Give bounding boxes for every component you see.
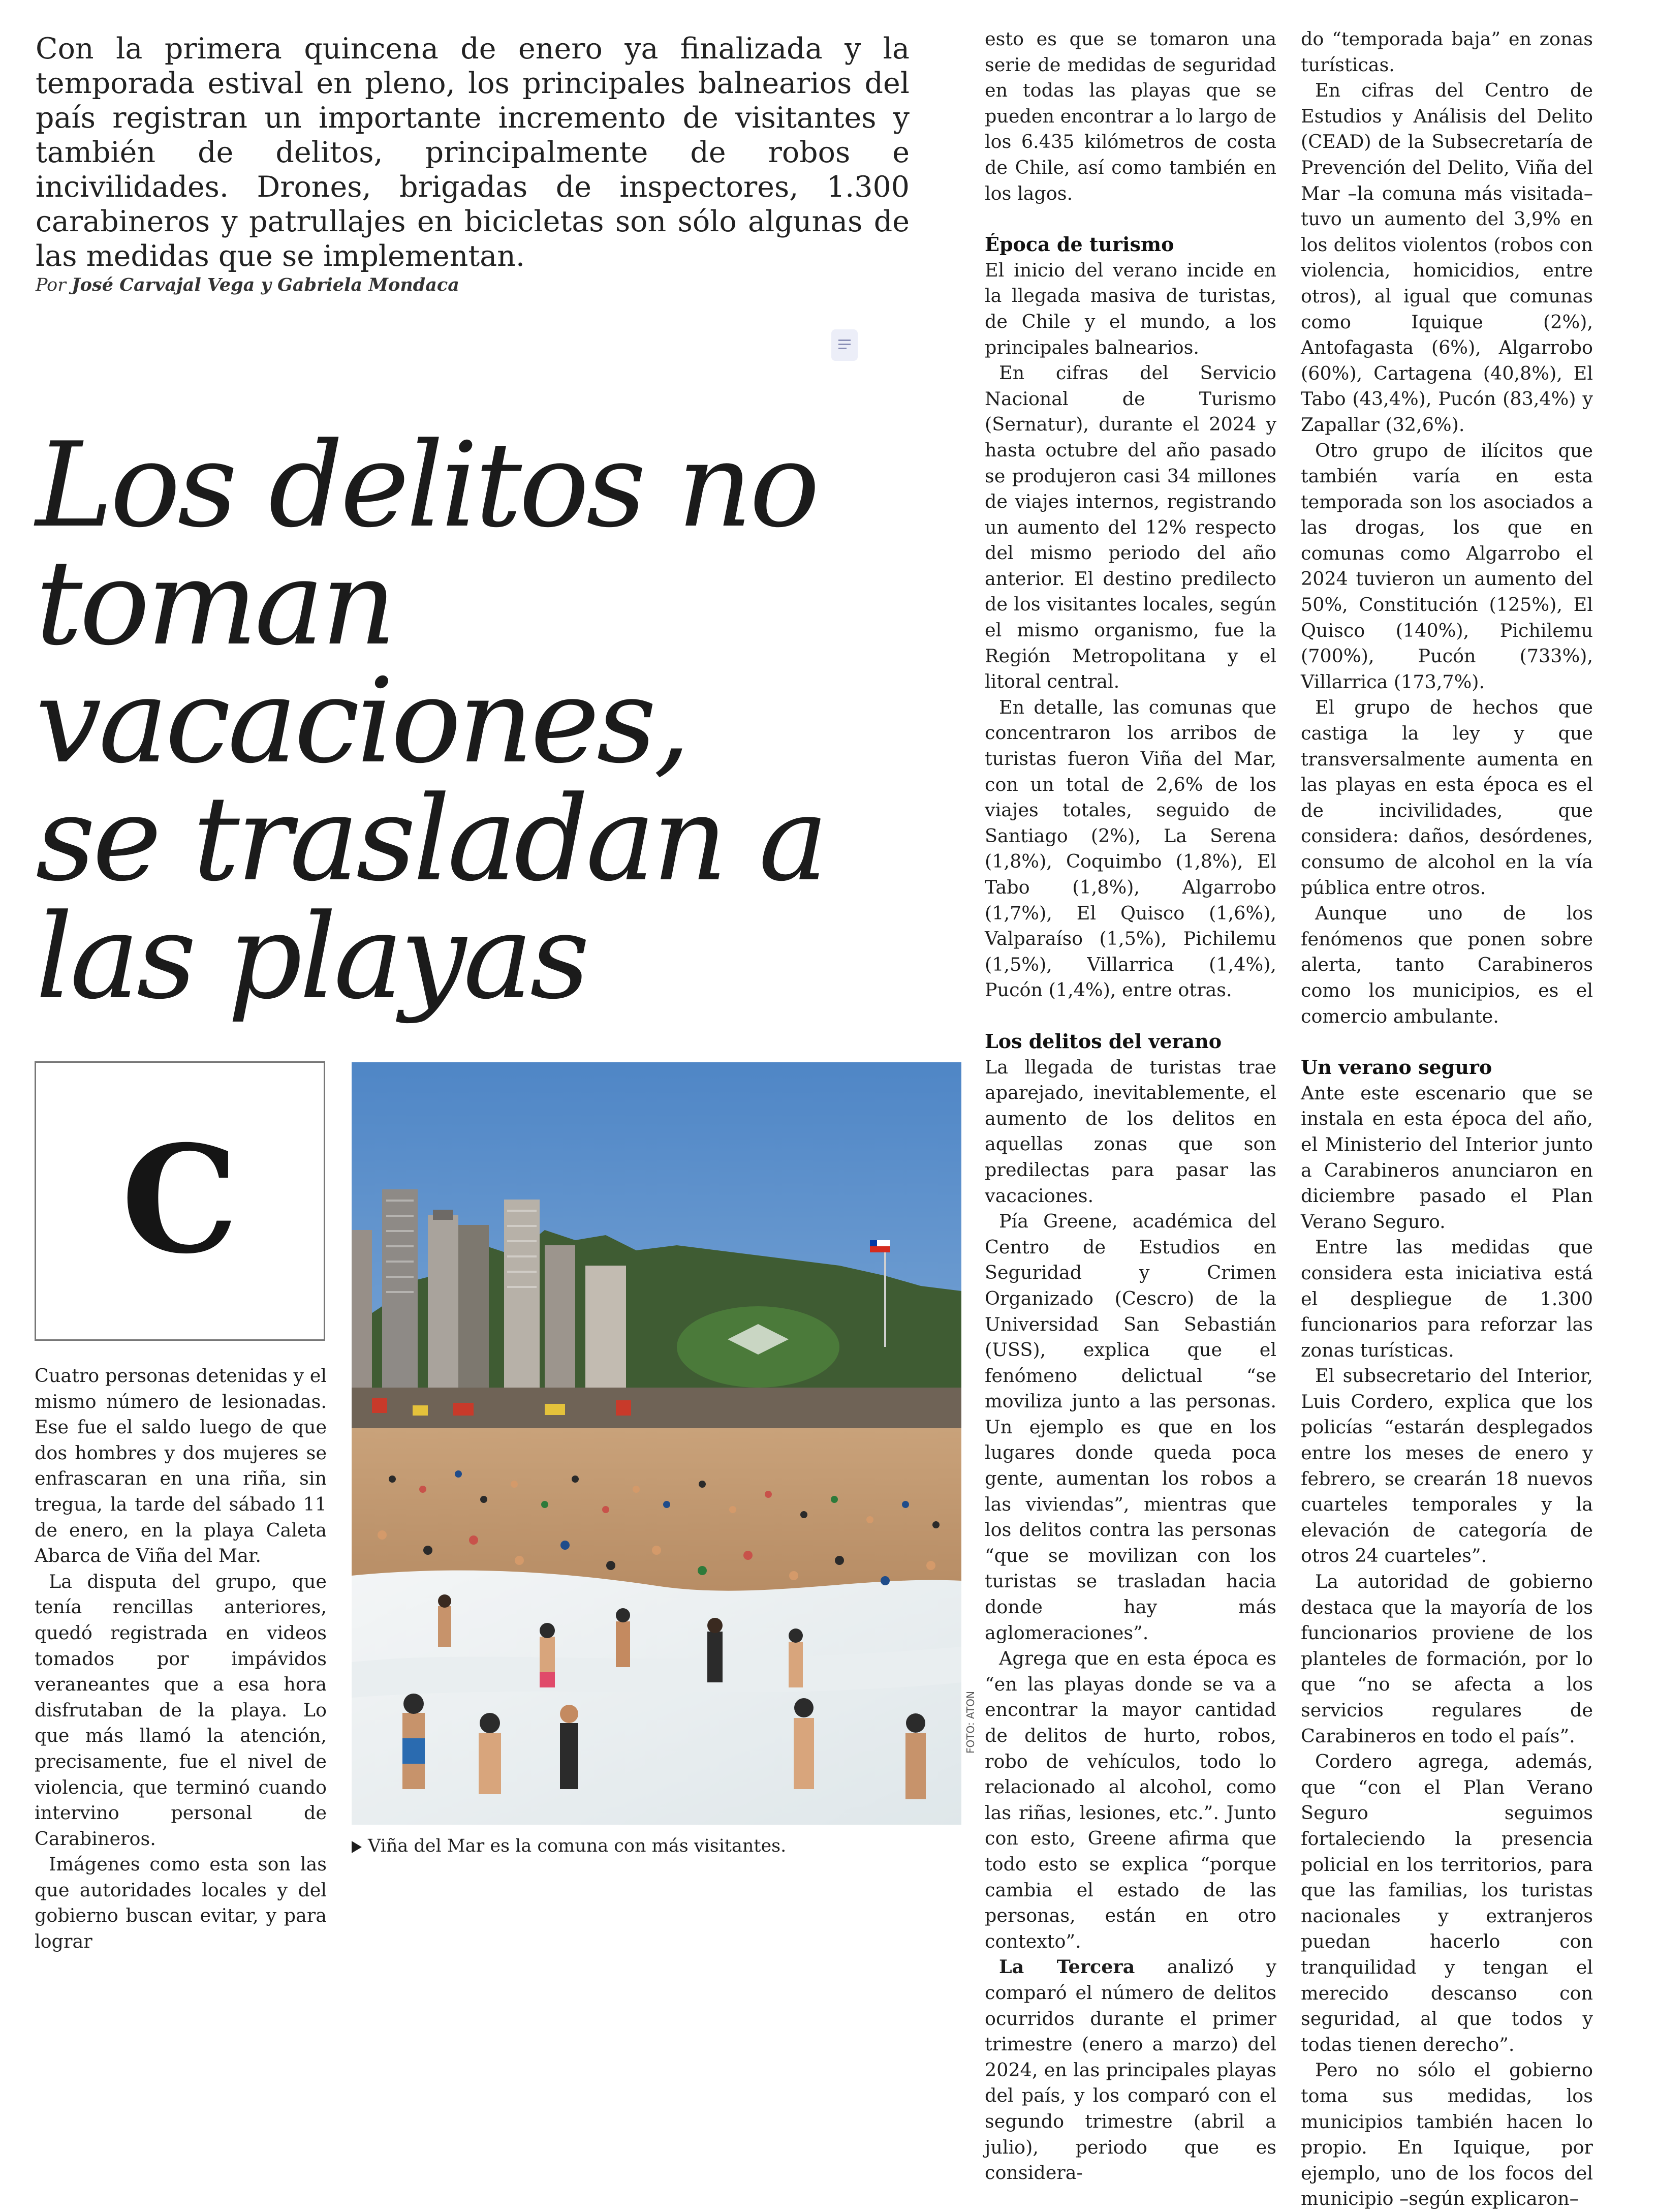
- body-paragraph: Agrega que en esta época es “en las playas donde se va a encontrar la mayor cantidad de delitos de hurto, robos, robo de vehículos, todo lo relacionado al alcohol, como las riñas, lesiones, etc.”. Junto con esto, Greene afirma que todo esto se explica “porque cambia el estado de las personas, están en otro contexto”.: [985, 1647, 1276, 1952]
- body-paragraph: Ante este escenario que se instala en esta época del año, el Ministerio del Interior junto a Carabineros anunciaron en diciembre pasado el Plan Verano Seguro.: [1301, 1082, 1593, 1233]
- photo-caption: [352, 1836, 786, 1856]
- body-text: analizó y comparó el número de delitos ocurridos durante el primer trimestre (enero a marzo) del 2024, en las principales playas del país, y los comparó con el segundo trimestre (abril a julio), periodo que es considera-: [985, 1956, 1276, 2184]
- headline-line: se trasladan a: [36, 772, 826, 907]
- dropcap-box: [35, 1061, 325, 1341]
- body-paragraph: El grupo de hechos que castiga la ley y que transversalmente aumenta en las playas en esta época es el de incivilidades, que considera: daños, desórdenes, consumo de alcohol en la vía pública entre otros.: [1301, 696, 1593, 899]
- body-paragraph: Entre las medidas que considera esta iniciativa está el despliegue de 1.300 funcionarios para reforzar las zonas turísticas.: [1301, 1236, 1593, 1361]
- body-paragraph: Pero no sólo el gobierno toma sus medidas, los municipios también hacen lo propio. En Iquique, por ejemplo, uno de los focos del municipio –según explicaron–: [1301, 2059, 1593, 2210]
- column-1: [35, 1363, 327, 1955]
- photo-credit: FOTO: ATON: [964, 1691, 977, 1754]
- body-paragraph: Pía Greene, académica del Centro de Estudios en Seguridad y Crimen Organizado (Cescro) de la Universidad San Sebastián (USS), explica que el fenómeno delictual “se moviliza junto a las personas. Un ejemplo es que en los lugares donde queda poca gente, aumentan los robos a las viviendas”, mientras que los delitos contra las personas “que se movilizan con los turistas se trasladan hacia donde hay más aglomeraciones”.: [985, 1210, 1276, 1644]
- caption-text: Viña del Mar es la comuna con más visitantes.: [368, 1836, 787, 1856]
- subheading: Época de turismo: [985, 233, 1174, 256]
- note-icon[interactable]: [831, 329, 858, 361]
- lead-paragraph: Con la primera quincena de enero ya finalizada y la temporada estival en pleno, los principales balnearios del país registran un importante incremento de visitantes y también de delitos, principalmente de robos e incivilidades. Drones, brigadas de inspectores, 1.300 carabineros y patrullajes en bicicletas son sólo algunas de las medidas que se implementan.: [36, 32, 910, 273]
- subheading: Los delitos del verano: [985, 1029, 1222, 1053]
- body-paragraph: Otro grupo de ilícitos que también varía en esta temporada son los asociados a las drogas, los que en comunas como Algarrobo el 2024 tuvieron un aumento del 50%, Constitución (125%), El Quisco (140%), Pichilemu (700%), Pucón (733%), Villarrica (173,7%).: [1301, 439, 1593, 693]
- beach-photo: [352, 1062, 961, 1825]
- body-paragraph: Cordero agrega, además, que “con el Plan Verano Seguro seguimos fortaleciendo la presencia policial en los territorios, para que las familias, los turistas nacionales y extranjeros puedan hacerlo con tranquilidad y tengan el merecido descanso con seguridad, al que todos y todas tienen derecho”.: [1301, 1750, 1593, 2055]
- headline-line: Los delitos no: [36, 418, 817, 554]
- body-paragraph: La llegada de turistas trae aparejado, inevitablemente, el aumento de los delitos en aquellas zonas que son predilectas para pasar las vacaciones.: [985, 1056, 1276, 1207]
- byline-prefix: Por: [36, 275, 66, 295]
- subheading: Un verano seguro: [1301, 1056, 1492, 1079]
- body-paragraph: [985, 1954, 1276, 2186]
- body-paragraph: En cifras del Centro de Estudios y Análisis del Delito (CEAD) de la Subsecretaría de Prevención del Delito, Viña del Mar –la comuna más visitada– tuvo un aumento del 3,9% en los delitos violentos (robos con violencia, homicidios, entre otros), al igual que comunas como Iquique (2%), Antofagasta (6%), Algarrobo (60%), Cartagena (40,8%), El Tabo (43,4%), Pucón (83,4%) y Zapallar (32,6%).: [1301, 79, 1593, 436]
- body-paragraph: Imágenes como esta son las que autoridades locales y del gobierno buscan evitar, y para lograr: [35, 1853, 327, 1953]
- body-paragraph: La autoridad de gobierno destaca que la mayoría de los funcionarios proviene de los planteles de formación, por lo que “no se afecta a los servicios regulares de Carabineros en todo el país”.: [1301, 1571, 1593, 1747]
- body-paragraph: Cuatro personas detenidas y el mismo número de lesionadas. Ese fue el saldo luego de que dos hombres y dos mujeres se enfrascaran en una riña, sin tregua, la tarde del sábado 11 de enero, en la playa Caleta Abarca de Viña del Mar.: [35, 1365, 327, 1567]
- dropcap-letter: C: [121, 1114, 239, 1286]
- body-paragraph: El subsecretario del Interior, Luis Cordero, explica que los policías “estarán desplegados entre los meses de enero y febrero, se crearán 18 nuevos cuarteles temporales y la elevación de categoría de otros 24 cuarteles”.: [1301, 1365, 1593, 1567]
- column-3: [1301, 26, 1593, 2212]
- headline-line: las playas: [36, 889, 587, 1025]
- body-paragraph: do “temporada baja” en zonas turísticas.: [1301, 28, 1593, 76]
- byline: [36, 274, 459, 295]
- body-paragraph: En detalle, las comunas que concentraron los arribos de turistas fueron Viña del Mar, con un total de 2,6% de los viajes totales, seguido de Santiago (2%), La Serena (1,8%), Coquimbo (1,8%), El Tabo (1,8%), Algarrobo (1,7%), El Quisco (1,6%), Valparaíso (1,5%), Pichilemu (1,5%), Villarrica (1,4%), Pucón (1,4%), entre otras.: [985, 696, 1276, 1001]
- column-2: [985, 26, 1276, 2186]
- headline: [36, 418, 960, 1025]
- headline-line: toman vacaciones,: [36, 536, 688, 789]
- newspaper-name: La Tercera: [999, 1956, 1135, 1978]
- body-paragraph: Aunque uno de los fenómenos que ponen sobre alerta, tanto Carabineros como los municipios, es el comercio ambulante.: [1301, 902, 1593, 1027]
- body-paragraph: En cifras del Servicio Nacional de Turismo (Sernatur), durante el 2024 y hasta octubre del año pasado se produjeron casi 34 millones de viajes internos, registrando un aumento del 12% respecto del mismo periodo del año anterior. El destino predilecto de los visitantes locales, según el mismo organismo, fue la Región Metropolitana y el litoral central.: [985, 362, 1276, 693]
- body-paragraph: El inicio del verano incide en la llegada masiva de turistas, de Chile y el mundo, a los principales balnearios.: [985, 259, 1276, 358]
- byline-authors: José Carvajal Vega y Gabriela Mondaca: [72, 274, 459, 295]
- body-paragraph: La disputa del grupo, que tenía rencillas anteriores, quedó registrada en videos tomados por impávidos veraneantes que a esa hora disfrutaban de la playa. Lo que más llamó la atención, precisamente, fue el nivel de violencia, que terminó cuando intervino personal de Carabineros.: [35, 1570, 327, 1850]
- body-paragraph: esto es que se tomaron una serie de medidas de seguridad en todas las playas que se pueden encontrar a lo largo de los 6.435 kilómetros de costa de Chile, así como también en los lagos.: [985, 28, 1276, 204]
- caption-arrow-icon: [352, 1841, 362, 1853]
